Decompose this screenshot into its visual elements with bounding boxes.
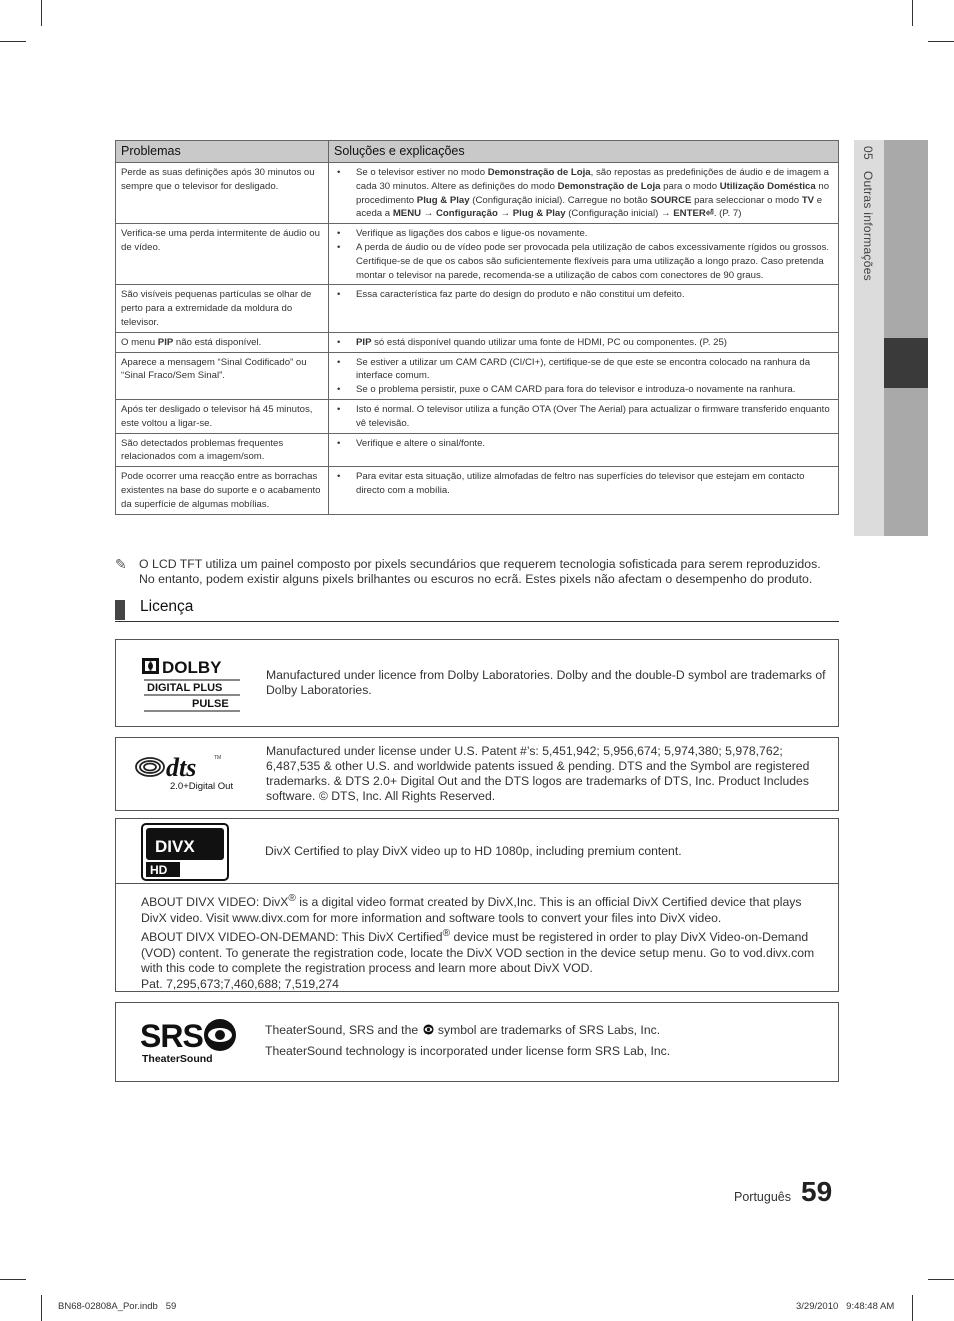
srs-logo-word: SRS <box>140 1018 203 1054</box>
solution-cell <box>329 467 839 514</box>
srs-symbol-icon <box>422 1024 435 1035</box>
problem-cell: Pode ocorrer uma reacção entre as borrachas existentes na base do suporte e o acabamento da superfície de algumas mobílias. <box>116 467 329 514</box>
dts-logo <box>134 752 238 799</box>
solution-cell <box>329 285 839 332</box>
problem-cell: O menu PIP não está disponível. <box>116 332 329 352</box>
solution-item: • Essa característica faz parte do design do produto e não constitui um defeito. <box>356 288 833 302</box>
solution-list <box>334 356 833 397</box>
crop-mark <box>928 41 954 42</box>
crop-mark <box>41 1295 42 1321</box>
solution-item: • Para evitar esta situação, utilize almofadas de feltro nas superfícies do televisor que estejam em contacto directo com a mobília. <box>356 470 833 498</box>
dts-license-box <box>115 737 839 811</box>
table-body <box>116 163 839 515</box>
note-pencil-icon: ✎ <box>115 556 127 572</box>
crop-mark <box>41 0 42 26</box>
troubleshooting-table <box>115 140 839 515</box>
dts-logo-tm: TM <box>214 755 222 761</box>
solution-list <box>334 166 833 221</box>
table-row <box>116 433 839 467</box>
crop-mark <box>0 41 26 42</box>
solution-list <box>334 437 833 451</box>
divx-logo-graphic <box>141 823 229 881</box>
dolby-logo <box>142 658 242 719</box>
table-row <box>116 399 839 433</box>
table-header-row <box>116 141 839 163</box>
solution-item: • Se estiver a utilizar um CAM CARD (CI/CI+), certifique-se de que este se encontra colocado na ranhura da interface comum. <box>356 356 833 384</box>
page-number: 59 <box>801 1176 833 1207</box>
dts-logo-sub: 2.0+Digital Out <box>170 781 234 792</box>
problem-cell: São visíveis pequenas partículas se olhar de perto para a extremidade da moldura do televisor. <box>116 285 329 332</box>
divx-logo-hd: HD <box>150 863 168 877</box>
active-chapter-tab <box>884 338 928 388</box>
table-row <box>116 285 839 332</box>
divx-license-text: DivX Certified to play DivX video up to HD 1080p, including premium content. <box>265 844 682 858</box>
srs-license-line1 <box>265 1023 825 1038</box>
dolby-license-text: Manufactured under licence from Dolby Laboratories. Dolby and the double-D symbol are trademarks of Dolby Laboratories. <box>266 668 826 697</box>
note-text: O LCD TFT utiliza um painel composto por pixels secundários que requerem tecnologia sofisticada para serem reproduzidos. No entanto, podem existir alguns pixels brilhantes ou escuros no ecrã. Estes pixels não afectam o desempenho do produto. <box>139 557 821 586</box>
crop-mark <box>0 1279 26 1280</box>
srs-logo-graphic <box>140 1017 244 1065</box>
solution-cell <box>329 332 839 352</box>
solution-item: • Verifique e altere o sinal/fonte. <box>356 437 833 451</box>
footer-language: Português <box>734 1190 791 1204</box>
divx-logo-word: DIVX <box>155 837 195 856</box>
dolby-double-d-icon <box>142 658 242 714</box>
table-row <box>116 352 839 399</box>
section-heading <box>115 597 839 622</box>
srs-logo <box>140 1017 244 1070</box>
print-slug-file: BN68-02808A_Por.indb 59 <box>58 1301 177 1312</box>
solution-list <box>334 470 833 498</box>
table-row <box>116 224 839 285</box>
srs-license-line2: TheaterSound technology is incorporated under license form SRS Lab, Inc. <box>265 1044 671 1058</box>
srs-circle-icon <box>204 1019 236 1051</box>
solution-cell <box>329 352 839 399</box>
solution-item: • Se o problema persistir, puxe o CAM CARD para fora do televisor e introduza-o novamente na ranhura. <box>356 383 833 397</box>
chapter-title: Outras informações <box>861 170 875 281</box>
crop-mark <box>912 1295 913 1321</box>
dolby-license-box <box>115 639 839 727</box>
dts-logo-word: dts <box>166 753 197 782</box>
section-title: Licença <box>140 598 194 615</box>
problem-cell: Verifica-se uma perda intermitente de áudio ou de vídeo. <box>116 224 329 285</box>
solution-list <box>334 336 833 350</box>
dts-logo-graphic <box>134 752 238 794</box>
section-marker <box>115 600 125 620</box>
dolby-logo-line1: DIGITAL PLUS <box>147 682 223 694</box>
header-solutions: Soluções e explicações <box>329 141 839 163</box>
divx-separator <box>116 883 838 884</box>
solution-item: • A perda de áudio ou de vídeo pode ser provocada pela utilização de cabos excessivamente rígidos ou grossos. Certifique-se de que os cabos são suficientemente flexíveis para uma utilização a longo prazo. Caso pretenda montar o televisor na parede, recomenda-se a utilização de cabos com conectores de 90 graus. <box>356 241 833 282</box>
header-problems: Problemas <box>116 141 329 163</box>
solution-list <box>334 288 833 302</box>
solution-item: • Verifique as ligações dos cabos e ligue-os novamente. <box>356 227 833 241</box>
table-row <box>116 332 839 352</box>
chapter-label <box>861 146 875 281</box>
dolby-logo-line2: PULSE <box>192 698 229 710</box>
srs-line1-before: TheaterSound, SRS and the <box>265 1023 419 1037</box>
solution-item: • Se o televisor estiver no modo Demonstração de Loja, são repostas as predefinições de áudio e de imagem a cada 30 minutos. Altere as definições do modo Demonstração de Loja para o modo Utilização Doméstica no procedimento Plug & Play (Configuração inicial). Carregue no botão SOURCE para seleccionar o modo TV e aceda a MENU → Configuração → Plug & Play (Configuração inicial) → ENTER⏎. (P. 7) <box>356 166 833 221</box>
dolby-logo-word: DOLBY <box>162 658 222 677</box>
dts-disc-icon <box>136 758 164 776</box>
problem-cell: Perde as suas definições após 30 minutos ou sempre que o televisor for desligado. <box>116 163 329 224</box>
solution-item: • PIP só está disponível quando utilizar uma fonte de HDMI, PC ou componentes. (P. 25) <box>356 336 833 350</box>
solution-list <box>334 403 833 431</box>
lcd-note <box>115 557 839 586</box>
chapter-number: 05 <box>861 146 875 160</box>
chapter-tab-bar <box>884 140 928 536</box>
print-slug-datetime: 3/29/2010 9:48:48 AM <box>796 1301 895 1312</box>
dts-license-text: Manufactured under license under U.S. Patent #’s: 5,451,942; 5,956,674; 5,974,380; 5,978,762; 6,487,535 & other U.S. and worldwide patents issued & pending. DTS and the Symbol are registered trademarks. & DTS 2.0+ Digital Out and the DTS logos are trademarks of DTS, Inc. Product Includes software. © DTS, Inc. All Rights Reserved. <box>266 744 810 803</box>
srs-logo-sub: TheaterSound <box>142 1053 213 1065</box>
srs-license-box <box>115 1002 839 1082</box>
solution-list <box>334 227 833 282</box>
solution-cell <box>329 433 839 467</box>
problem-cell: São detectados problemas frequentes relacionados com a imagem/som. <box>116 433 329 467</box>
solution-cell <box>329 224 839 285</box>
problem-cell: Após ter desligado o televisor há 45 minutos, este voltou a ligar-se. <box>116 399 329 433</box>
solution-cell <box>329 399 839 433</box>
solution-cell <box>329 163 839 224</box>
table-row <box>116 163 839 224</box>
crop-mark <box>912 0 913 26</box>
srs-line1-after: symbol are trademarks of SRS Labs, Inc. <box>437 1023 661 1037</box>
crop-mark <box>928 1279 954 1280</box>
problem-cell: Aparece a mensagem “Sinal Codificado” ou “Sinal Fraco/Sem Sinal”. <box>116 352 329 399</box>
solution-item: • Isto é normal. O televisor utiliza a função OTA (Over The Aerial) para actualizar o firmware transferido enquanto vê televisão. <box>356 403 833 431</box>
table-row <box>116 467 839 514</box>
divx-about-text: ABOUT DIVX VIDEO: DivX® is a digital video format created by DivX,Inc. This is an official DivX Certified device that plays DivX video. Visit www.divx.com for more information and software tools to convert your files into DivX video. ABOUT DIVX VIDEO-ON-DEMAND: This DivX Certified® device must be registered in order to play DivX Video-on-Demand (VOD) content. To generate the registration code, locate the DivX VOD section in the device setup menu. Go to vod.divx.com with this code to complete the registration process and learn more about DivX VOD. Pat. 7,295,673;7,460,688; 7,519,274 <box>141 893 815 991</box>
divx-logo <box>141 823 229 886</box>
divx-license-box <box>115 818 839 992</box>
